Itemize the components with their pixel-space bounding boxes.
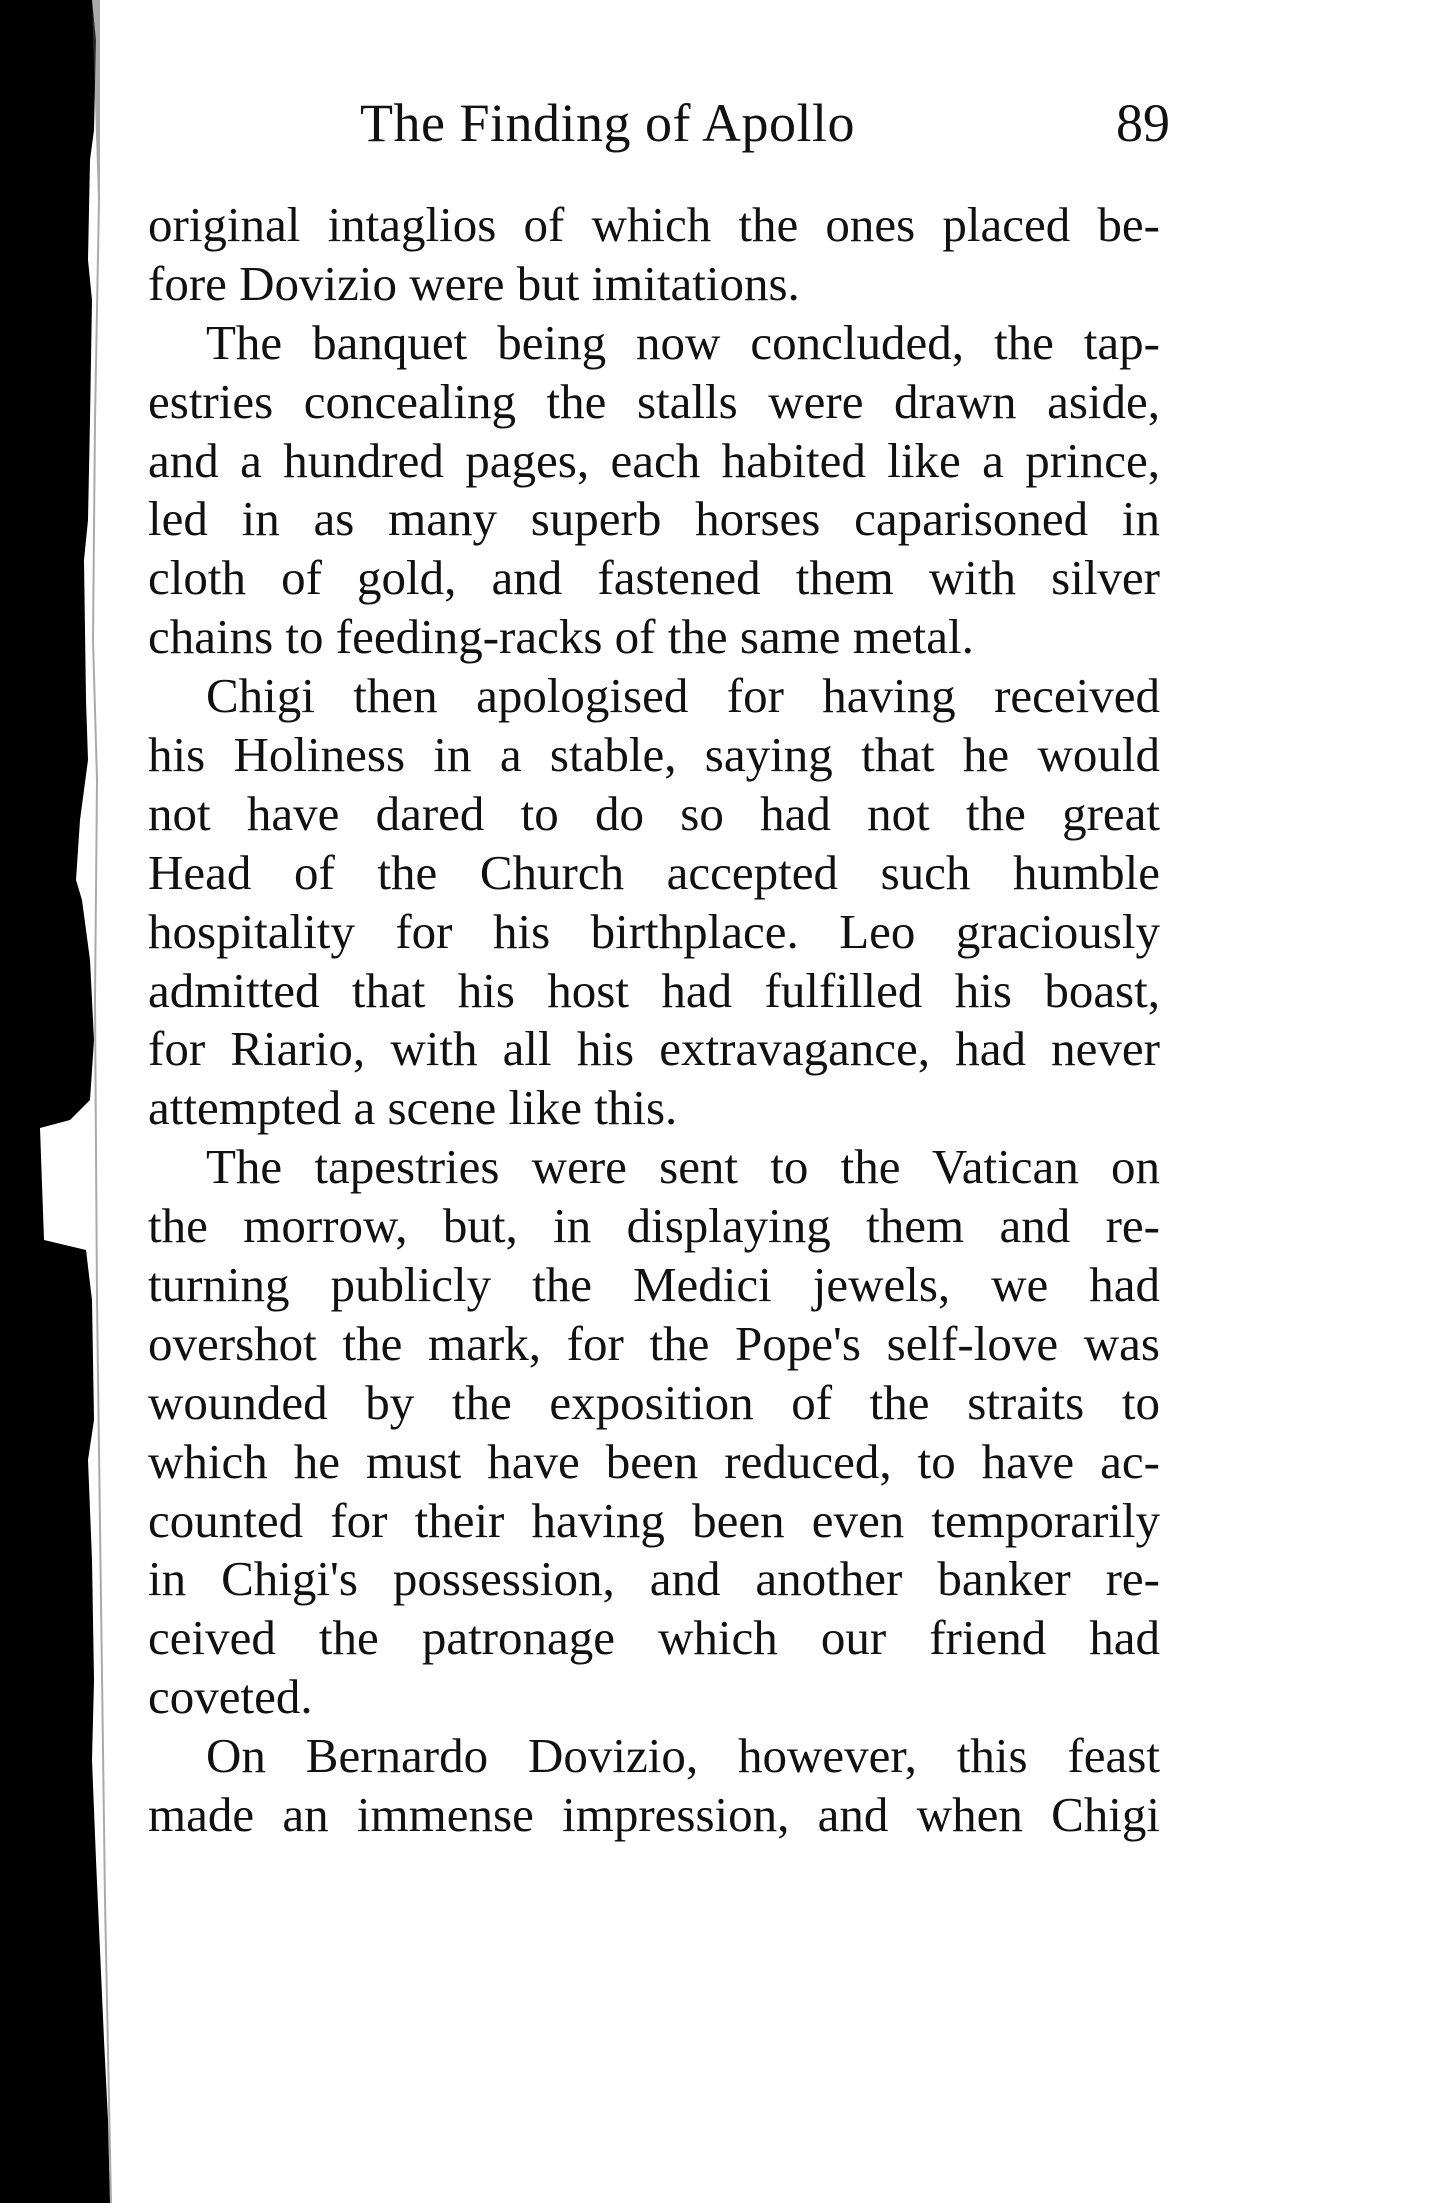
text-line: fore Dovizio were but imitations.: [148, 255, 800, 311]
text-line: Head of the Church accepted such humble: [148, 844, 1160, 900]
text-line: his Holiness in a stable, saying that he would: [148, 727, 1160, 783]
text-line: for Riario, with all his extravagance, had never: [148, 1021, 1160, 1077]
body-text: [148, 196, 1160, 1845]
page-number: 89: [1116, 93, 1170, 153]
text-line: estries concealing the stalls were drawn aside,: [148, 373, 1160, 429]
text-line: original intaglios of which the ones placed be-: [148, 197, 1160, 252]
text-line: turning publicly the Medici jewels, we had: [148, 1257, 1160, 1313]
paragraph-first-line: On Bernardo Dovizio, however, this feast: [206, 1728, 1160, 1784]
text-line: coveted.: [148, 1669, 313, 1725]
running-head: [360, 88, 1170, 158]
text-line: cloth of gold, and fastened them with silver: [148, 550, 1160, 606]
text-line: not have dared to do so had not the great: [148, 785, 1160, 841]
binding-shadow-shape: [0, 0, 110, 2203]
binding-shadow: [0, 0, 130, 2203]
text-line: counted for their having been even temporarily: [148, 1492, 1160, 1548]
running-title: The Finding of Apollo: [360, 93, 855, 153]
text-line: hospitality for his birthplace. Leo graciously: [148, 903, 1160, 959]
paragraph-first-line: The banquet being now concluded, the tap-: [206, 314, 1160, 370]
text-line: which he must have been reduced, to have ac-: [148, 1433, 1160, 1489]
text-line: wounded by the exposition of the straits to: [148, 1374, 1160, 1430]
text-line: led in as many superb horses caparisoned in: [148, 491, 1160, 547]
paragraph-first-line: The tapestries were sent to the Vatican on: [206, 1139, 1160, 1195]
text-line: in Chigi's possession, and another banker re-: [148, 1551, 1160, 1607]
text-line: and a hundred pages, each habited like a prince,: [148, 432, 1160, 488]
text-line: the morrow, but, in displaying them and re-: [148, 1198, 1160, 1254]
text-line: attempted a scene like this.: [148, 1080, 678, 1136]
text-line: chains to feeding-racks of the same metal.: [148, 609, 974, 665]
text-line: ceived the patronage which our friend had: [148, 1610, 1160, 1666]
text-line: made an immense impression, and when Chigi: [148, 1787, 1160, 1843]
paragraph-first-line: Chigi then apologised for having received: [206, 668, 1160, 724]
text-line: overshot the mark, for the Pope's self-love was: [148, 1315, 1160, 1371]
text-line: admitted that his host had fulfilled his boast,: [148, 962, 1160, 1018]
